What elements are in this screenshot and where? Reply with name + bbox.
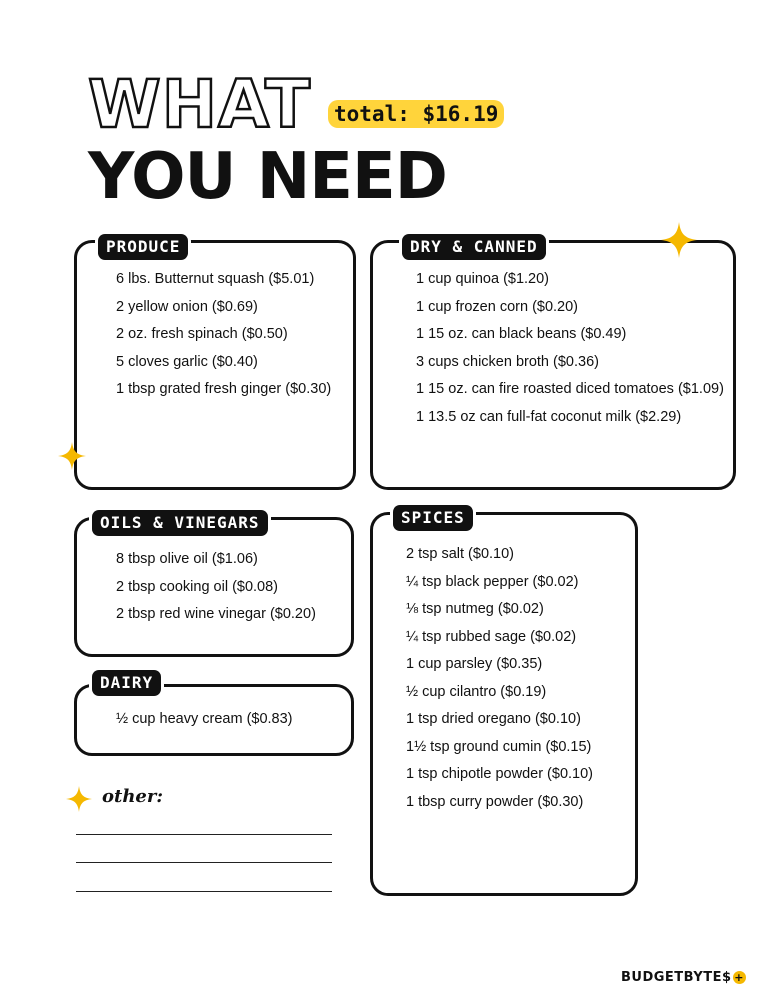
title-you-need: YOU NEED xyxy=(88,140,447,214)
list-item: ⅛ tsp nutmeg ($0.02) xyxy=(406,601,544,617)
oils-vinegars-label: OILS & VINEGARS xyxy=(92,510,268,536)
list-item: ½ cup cilantro ($0.19) xyxy=(406,683,547,700)
dairy-label: DAIRY xyxy=(92,670,161,696)
list-item: 1 tbsp grated fresh ginger ($0.30) xyxy=(116,381,332,397)
dairy-list xyxy=(116,706,293,734)
list-item: 1 15 oz. can fire roasted diced tomatoes ($1.09) xyxy=(416,381,724,397)
list-item: 2 tbsp red wine vinegar ($0.20) xyxy=(116,606,316,622)
list-item: 2 tsp salt ($0.10) xyxy=(406,546,514,562)
list-item: 1 13.5 oz can full-fat coconut milk ($2.29) xyxy=(416,408,682,425)
plus-icon: + xyxy=(734,971,744,984)
write-in-line[interactable] xyxy=(76,834,332,835)
list-item: ½ cup heavy cream ($0.83) xyxy=(116,711,293,727)
list-item: 2 oz. fresh spinach ($0.50) xyxy=(116,326,288,342)
brand-name: BUDGETBYTE$ xyxy=(621,970,732,985)
list-item: 1 cup frozen corn ($0.20) xyxy=(416,298,579,315)
list-item: ¼ tsp black pepper ($0.02) xyxy=(406,573,579,590)
other-label: other: xyxy=(102,786,163,807)
list-item: 1 tsp chipotle powder ($0.10) xyxy=(406,766,593,782)
total-badge: total: $16.19 xyxy=(328,100,504,128)
title-what: WHAT xyxy=(88,66,312,143)
write-in-line[interactable] xyxy=(76,891,332,892)
list-item: 3 cups chicken broth ($0.36) xyxy=(416,353,599,370)
list-item: 1½ tsp ground cumin ($0.15) xyxy=(406,738,592,755)
spices-list xyxy=(406,541,593,816)
spices-label: SPICES xyxy=(393,505,473,531)
list-item: 1 tsp dried oregano ($0.10) xyxy=(406,711,581,727)
sparkle-icon xyxy=(58,442,86,470)
produce-list xyxy=(116,266,331,404)
produce-label: PRODUCE xyxy=(98,234,188,260)
sparkle-icon xyxy=(66,786,92,812)
list-item: 2 tbsp cooking oil ($0.08) xyxy=(116,578,279,595)
oils-vinegars-list xyxy=(116,546,316,629)
list-item: 1 15 oz. can black beans ($0.49) xyxy=(416,326,627,342)
list-item: 1 cup parsley ($0.35) xyxy=(406,656,543,672)
list-item: 2 yellow onion ($0.69) xyxy=(116,298,258,315)
brand-logo xyxy=(621,970,746,985)
list-item: ¼ tsp rubbed sage ($0.02) xyxy=(406,628,577,645)
sparkle-icon xyxy=(661,222,697,258)
list-item: 6 lbs. Butternut squash ($5.01) xyxy=(116,271,315,287)
dry-canned-label: DRY & CANNED xyxy=(402,234,546,260)
list-item: 5 cloves garlic ($0.40) xyxy=(116,353,258,370)
write-in-line[interactable] xyxy=(76,862,332,863)
dry-canned-list xyxy=(416,266,724,431)
list-item: 1 tbsp curry powder ($0.30) xyxy=(406,793,584,810)
list-item: 1 cup quinoa ($1.20) xyxy=(416,271,550,287)
list-item: 8 tbsp olive oil ($1.06) xyxy=(116,551,258,567)
